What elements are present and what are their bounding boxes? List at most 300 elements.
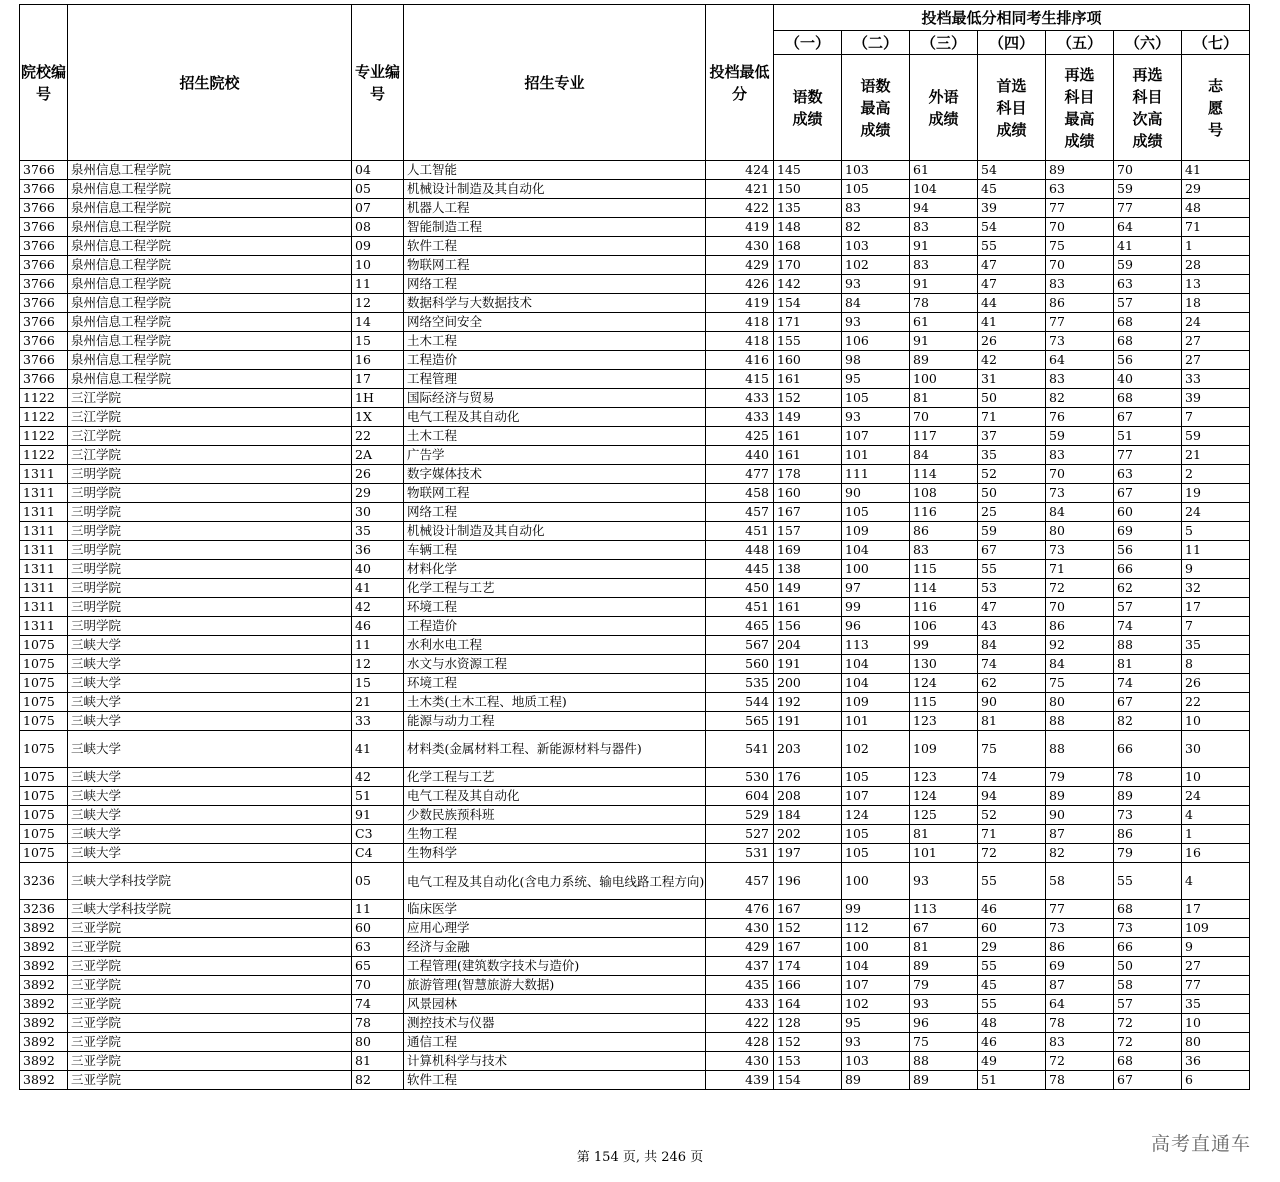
cell-min-score: 477 (706, 465, 774, 484)
cell-school-name: 三峡大学 (68, 825, 352, 844)
cell-min-score: 541 (706, 731, 774, 768)
table-row (20, 598, 1250, 617)
cell-major-code: 60 (352, 919, 404, 938)
cell-rank-2: 83 (842, 199, 910, 218)
cell-major-code: 1H (352, 389, 404, 408)
cell-min-score: 424 (706, 161, 774, 180)
cell-major-name: 机械设计制造及其自动化 (404, 522, 706, 541)
cell-rank-5: 89 (1046, 161, 1114, 180)
table-row (20, 900, 1250, 919)
table-row (20, 938, 1250, 957)
cell-rank-2: 99 (842, 598, 910, 617)
cell-rank-6: 77 (1114, 446, 1182, 465)
cell-major-code: 29 (352, 484, 404, 503)
cell-rank-4: 72 (978, 844, 1046, 863)
cell-rank-7: 35 (1182, 995, 1250, 1014)
cell-school-code: 3892 (20, 957, 68, 976)
cell-rank-3: 81 (910, 825, 978, 844)
cell-rank-5: 71 (1046, 560, 1114, 579)
cell-rank-3: 67 (910, 919, 978, 938)
cell-major-code: 74 (352, 995, 404, 1014)
cell-rank-6: 59 (1114, 180, 1182, 199)
cell-rank-3: 89 (910, 1071, 978, 1090)
cell-rank-4: 84 (978, 636, 1046, 655)
cell-rank-2: 93 (842, 275, 910, 294)
cell-min-score: 560 (706, 655, 774, 674)
header-sub-label: 语数最高成绩 (842, 55, 910, 161)
cell-school-name: 三峡大学 (68, 655, 352, 674)
cell-school-code: 1075 (20, 844, 68, 863)
cell-major-code: 16 (352, 351, 404, 370)
cell-school-code: 1122 (20, 446, 68, 465)
cell-rank-3: 117 (910, 427, 978, 446)
cell-rank-2: 102 (842, 256, 910, 275)
cell-rank-3: 124 (910, 674, 978, 693)
cell-rank-3: 115 (910, 560, 978, 579)
cell-rank-4: 55 (978, 237, 1046, 256)
header-sub-num: （二） (842, 31, 910, 55)
header-school: 招生院校 (68, 5, 352, 161)
cell-rank-6: 68 (1114, 313, 1182, 332)
header-major: 招生专业 (404, 5, 706, 161)
cell-rank-1: 204 (774, 636, 842, 655)
cell-school-name: 泉州信息工程学院 (68, 294, 352, 313)
table-row (20, 389, 1250, 408)
cell-min-score: 418 (706, 332, 774, 351)
header-sub-label: 再选科目次高成绩 (1114, 55, 1182, 161)
cell-major-code: 11 (352, 275, 404, 294)
cell-rank-7: 6 (1182, 1071, 1250, 1090)
cell-school-code: 3892 (20, 976, 68, 995)
cell-rank-7: 9 (1182, 938, 1250, 957)
cell-rank-1: 149 (774, 579, 842, 598)
cell-rank-2: 105 (842, 180, 910, 199)
cell-rank-6: 63 (1114, 275, 1182, 294)
cell-min-score: 531 (706, 844, 774, 863)
cell-rank-7: 16 (1182, 844, 1250, 863)
cell-rank-5: 73 (1046, 484, 1114, 503)
cell-major-name: 电气工程及其自动化 (404, 408, 706, 427)
cell-major-name: 国际经济与贸易 (404, 389, 706, 408)
cell-major-name: 物联网工程 (404, 484, 706, 503)
cell-rank-4: 43 (978, 617, 1046, 636)
cell-rank-2: 102 (842, 995, 910, 1014)
cell-school-code: 1075 (20, 712, 68, 731)
cell-min-score: 448 (706, 541, 774, 560)
table-row (20, 768, 1250, 787)
cell-major-name: 工程造价 (404, 351, 706, 370)
cell-major-code: 10 (352, 256, 404, 275)
cell-min-score: 429 (706, 938, 774, 957)
cell-rank-2: 107 (842, 427, 910, 446)
cell-min-score: 433 (706, 408, 774, 427)
cell-rank-2: 105 (842, 768, 910, 787)
header-code: 院校编号 (20, 5, 68, 161)
cell-major-code: 12 (352, 655, 404, 674)
cell-school-code: 1075 (20, 636, 68, 655)
cell-rank-6: 57 (1114, 294, 1182, 313)
cell-major-code: 1X (352, 408, 404, 427)
cell-rank-3: 114 (910, 579, 978, 598)
cell-rank-5: 92 (1046, 636, 1114, 655)
cell-rank-6: 74 (1114, 617, 1182, 636)
cell-school-code: 1311 (20, 484, 68, 503)
cell-rank-4: 31 (978, 370, 1046, 389)
cell-rank-1: 145 (774, 161, 842, 180)
cell-rank-7: 9 (1182, 560, 1250, 579)
cell-rank-4: 94 (978, 787, 1046, 806)
cell-school-name: 泉州信息工程学院 (68, 313, 352, 332)
table-row (20, 256, 1250, 275)
table-row (20, 1033, 1250, 1052)
cell-rank-7: 17 (1182, 598, 1250, 617)
cell-min-score: 465 (706, 617, 774, 636)
cell-rank-3: 99 (910, 636, 978, 655)
cell-major-code: 15 (352, 332, 404, 351)
cell-rank-7: 22 (1182, 693, 1250, 712)
cell-min-score: 527 (706, 825, 774, 844)
cell-rank-2: 90 (842, 484, 910, 503)
cell-rank-6: 67 (1114, 484, 1182, 503)
cell-rank-6: 66 (1114, 731, 1182, 768)
cell-min-score: 430 (706, 1052, 774, 1071)
brand-watermark: 高考直通车 (1150, 1133, 1251, 1155)
cell-rank-4: 39 (978, 199, 1046, 218)
cell-rank-1: 208 (774, 787, 842, 806)
cell-rank-4: 42 (978, 351, 1046, 370)
cell-rank-4: 75 (978, 731, 1046, 768)
cell-min-score: 476 (706, 900, 774, 919)
cell-rank-1: 161 (774, 370, 842, 389)
table-row (20, 731, 1250, 768)
cell-rank-2: 103 (842, 161, 910, 180)
cell-school-code: 3766 (20, 199, 68, 218)
cell-rank-6: 73 (1114, 919, 1182, 938)
cell-rank-4: 46 (978, 900, 1046, 919)
cell-major-name: 土木工程 (404, 332, 706, 351)
cell-major-name: 经济与金融 (404, 938, 706, 957)
cell-major-name: 材料类(金属材料工程、新能源材料与器件) (404, 731, 706, 768)
cell-rank-4: 71 (978, 825, 1046, 844)
cell-school-name: 三峡大学 (68, 674, 352, 693)
cell-rank-3: 89 (910, 957, 978, 976)
cell-rank-4: 51 (978, 1071, 1046, 1090)
table-row (20, 844, 1250, 863)
cell-rank-4: 47 (978, 598, 1046, 617)
table-row (20, 787, 1250, 806)
cell-rank-3: 100 (910, 370, 978, 389)
cell-rank-3: 93 (910, 863, 978, 900)
cell-school-name: 三明学院 (68, 503, 352, 522)
cell-rank-2: 104 (842, 541, 910, 560)
cell-rank-1: 152 (774, 919, 842, 938)
cell-school-name: 泉州信息工程学院 (68, 237, 352, 256)
cell-rank-4: 48 (978, 1014, 1046, 1033)
cell-major-code: 91 (352, 806, 404, 825)
cell-rank-4: 67 (978, 541, 1046, 560)
cell-school-code: 1122 (20, 427, 68, 446)
cell-rank-5: 73 (1046, 332, 1114, 351)
cell-rank-1: 169 (774, 541, 842, 560)
cell-rank-5: 58 (1046, 863, 1114, 900)
cell-school-code: 1311 (20, 465, 68, 484)
cell-rank-6: 73 (1114, 806, 1182, 825)
cell-major-name: 少数民族预科班 (404, 806, 706, 825)
cell-major-code: 51 (352, 787, 404, 806)
cell-major-code: 22 (352, 427, 404, 446)
cell-major-name: 车辆工程 (404, 541, 706, 560)
cell-rank-1: 155 (774, 332, 842, 351)
cell-rank-3: 113 (910, 900, 978, 919)
cell-major-name: 风景园林 (404, 995, 706, 1014)
cell-rank-3: 88 (910, 1052, 978, 1071)
cell-rank-7: 77 (1182, 976, 1250, 995)
table-row (20, 655, 1250, 674)
cell-school-name: 泉州信息工程学院 (68, 161, 352, 180)
cell-rank-1: 135 (774, 199, 842, 218)
header-sub-num: （四） (978, 31, 1046, 55)
cell-rank-7: 17 (1182, 900, 1250, 919)
cell-rank-3: 61 (910, 313, 978, 332)
cell-rank-4: 74 (978, 655, 1046, 674)
cell-rank-1: 166 (774, 976, 842, 995)
cell-school-code: 1311 (20, 560, 68, 579)
table-row (20, 161, 1250, 180)
cell-rank-4: 25 (978, 503, 1046, 522)
cell-major-name: 生物科学 (404, 844, 706, 863)
cell-rank-5: 86 (1046, 938, 1114, 957)
cell-rank-5: 70 (1046, 218, 1114, 237)
cell-school-name: 三明学院 (68, 560, 352, 579)
cell-major-code: 14 (352, 313, 404, 332)
cell-rank-3: 123 (910, 768, 978, 787)
cell-rank-1: 167 (774, 938, 842, 957)
cell-major-name: 电气工程及其自动化(含电力系统、输电线路工程方向) (404, 863, 706, 900)
cell-rank-6: 78 (1114, 768, 1182, 787)
cell-major-code: 81 (352, 1052, 404, 1071)
cell-rank-1: 203 (774, 731, 842, 768)
cell-rank-5: 90 (1046, 806, 1114, 825)
cell-min-score: 430 (706, 919, 774, 938)
cell-min-score: 437 (706, 957, 774, 976)
cell-major-name: 土木类(土木工程、地质工程) (404, 693, 706, 712)
cell-rank-4: 52 (978, 806, 1046, 825)
cell-rank-6: 79 (1114, 844, 1182, 863)
cell-rank-4: 35 (978, 446, 1046, 465)
cell-rank-7: 7 (1182, 408, 1250, 427)
cell-school-name: 三明学院 (68, 579, 352, 598)
cell-school-code: 1075 (20, 768, 68, 787)
cell-major-code: 78 (352, 1014, 404, 1033)
table-row (20, 484, 1250, 503)
cell-rank-3: 115 (910, 693, 978, 712)
cell-rank-1: 196 (774, 863, 842, 900)
cell-rank-2: 104 (842, 655, 910, 674)
cell-rank-4: 47 (978, 256, 1046, 275)
cell-rank-2: 100 (842, 938, 910, 957)
cell-rank-7: 11 (1182, 541, 1250, 560)
cell-major-code: 63 (352, 938, 404, 957)
cell-school-code: 3766 (20, 370, 68, 389)
table-row (20, 1071, 1250, 1090)
cell-rank-5: 83 (1046, 1033, 1114, 1052)
cell-rank-6: 72 (1114, 1014, 1182, 1033)
cell-rank-7: 5 (1182, 522, 1250, 541)
cell-rank-5: 69 (1046, 957, 1114, 976)
cell-rank-1: 178 (774, 465, 842, 484)
cell-rank-6: 63 (1114, 465, 1182, 484)
cell-school-code: 3892 (20, 938, 68, 957)
cell-rank-1: 191 (774, 655, 842, 674)
cell-min-score: 544 (706, 693, 774, 712)
cell-school-name: 三明学院 (68, 598, 352, 617)
cell-rank-2: 82 (842, 218, 910, 237)
table-row (20, 957, 1250, 976)
cell-school-name: 三江学院 (68, 389, 352, 408)
cell-rank-1: 176 (774, 768, 842, 787)
table-row (20, 180, 1250, 199)
cell-rank-1: 149 (774, 408, 842, 427)
table-row (20, 294, 1250, 313)
table-row (20, 636, 1250, 655)
cell-rank-7: 109 (1182, 919, 1250, 938)
cell-rank-2: 109 (842, 522, 910, 541)
cell-rank-1: 150 (774, 180, 842, 199)
cell-major-name: 生物工程 (404, 825, 706, 844)
cell-school-code: 1075 (20, 693, 68, 712)
cell-rank-3: 125 (910, 806, 978, 825)
cell-major-name: 能源与动力工程 (404, 712, 706, 731)
cell-rank-2: 101 (842, 712, 910, 731)
header-sub-num: （五） (1046, 31, 1114, 55)
cell-rank-7: 18 (1182, 294, 1250, 313)
cell-rank-7: 1 (1182, 825, 1250, 844)
cell-rank-1: 153 (774, 1052, 842, 1071)
cell-major-code: 80 (352, 1033, 404, 1052)
cell-school-name: 泉州信息工程学院 (68, 332, 352, 351)
cell-school-name: 泉州信息工程学院 (68, 199, 352, 218)
cell-min-score: 421 (706, 180, 774, 199)
cell-major-name: 数据科学与大数据技术 (404, 294, 706, 313)
cell-rank-2: 95 (842, 370, 910, 389)
cell-rank-6: 56 (1114, 541, 1182, 560)
cell-major-name: 计算机科学与技术 (404, 1052, 706, 1071)
header-sub-label: 语数成绩 (774, 55, 842, 161)
cell-major-name: 软件工程 (404, 1071, 706, 1090)
cell-major-name: 环境工程 (404, 598, 706, 617)
cell-major-code: 36 (352, 541, 404, 560)
cell-rank-4: 53 (978, 579, 1046, 598)
cell-major-code: 05 (352, 863, 404, 900)
cell-rank-5: 76 (1046, 408, 1114, 427)
cell-rank-1: 138 (774, 560, 842, 579)
table-row (20, 446, 1250, 465)
cell-major-code: 11 (352, 900, 404, 919)
cell-rank-6: 57 (1114, 598, 1182, 617)
cell-rank-7: 36 (1182, 1052, 1250, 1071)
cell-school-code: 3892 (20, 1052, 68, 1071)
cell-rank-4: 46 (978, 1033, 1046, 1052)
cell-min-score: 416 (706, 351, 774, 370)
cell-min-score: 445 (706, 560, 774, 579)
cell-rank-4: 62 (978, 674, 1046, 693)
cell-rank-4: 60 (978, 919, 1046, 938)
cell-school-code: 1122 (20, 389, 68, 408)
cell-rank-6: 55 (1114, 863, 1182, 900)
cell-rank-2: 105 (842, 844, 910, 863)
cell-major-code: 42 (352, 598, 404, 617)
header-sub-num: （七） (1182, 31, 1250, 55)
cell-rank-5: 89 (1046, 787, 1114, 806)
cell-rank-5: 79 (1046, 768, 1114, 787)
table-row (20, 579, 1250, 598)
table-row (20, 995, 1250, 1014)
cell-rank-3: 83 (910, 256, 978, 275)
cell-school-code: 1311 (20, 541, 68, 560)
cell-major-name: 工程管理(建筑数字技术与造价) (404, 957, 706, 976)
cell-rank-6: 88 (1114, 636, 1182, 655)
cell-school-name: 泉州信息工程学院 (68, 370, 352, 389)
cell-min-score: 426 (706, 275, 774, 294)
table-row (20, 825, 1250, 844)
cell-school-name: 三明学院 (68, 465, 352, 484)
cell-rank-3: 124 (910, 787, 978, 806)
cell-major-code: 04 (352, 161, 404, 180)
cell-school-code: 1075 (20, 655, 68, 674)
cell-rank-1: 168 (774, 237, 842, 256)
cell-rank-6: 68 (1114, 389, 1182, 408)
cell-rank-5: 64 (1046, 351, 1114, 370)
cell-rank-3: 104 (910, 180, 978, 199)
cell-major-name: 工程管理 (404, 370, 706, 389)
cell-major-name: 网络工程 (404, 503, 706, 522)
cell-major-code: 70 (352, 976, 404, 995)
cell-rank-1: 154 (774, 294, 842, 313)
cell-school-name: 泉州信息工程学院 (68, 256, 352, 275)
cell-major-code: 42 (352, 768, 404, 787)
cell-min-score: 458 (706, 484, 774, 503)
cell-rank-7: 8 (1182, 655, 1250, 674)
cell-rank-7: 29 (1182, 180, 1250, 199)
cell-major-code: C4 (352, 844, 404, 863)
cell-rank-1: 148 (774, 218, 842, 237)
cell-school-code: 3766 (20, 313, 68, 332)
cell-major-code: 41 (352, 579, 404, 598)
cell-rank-6: 86 (1114, 825, 1182, 844)
cell-school-name: 三峡大学 (68, 636, 352, 655)
cell-rank-2: 93 (842, 313, 910, 332)
cell-rank-4: 26 (978, 332, 1046, 351)
cell-rank-7: 4 (1182, 863, 1250, 900)
cell-school-name: 三峡大学 (68, 806, 352, 825)
cell-rank-5: 78 (1046, 1071, 1114, 1090)
cell-rank-2: 104 (842, 957, 910, 976)
cell-rank-7: 48 (1182, 199, 1250, 218)
cell-rank-4: 55 (978, 560, 1046, 579)
cell-rank-6: 40 (1114, 370, 1182, 389)
cell-rank-5: 84 (1046, 655, 1114, 674)
cell-school-code: 3892 (20, 919, 68, 938)
cell-min-score: 450 (706, 579, 774, 598)
cell-rank-7: 27 (1182, 351, 1250, 370)
cell-school-code: 3766 (20, 275, 68, 294)
cell-school-code: 3236 (20, 863, 68, 900)
cell-rank-6: 50 (1114, 957, 1182, 976)
cell-school-name: 三峡大学科技学院 (68, 900, 352, 919)
cell-rank-1: 154 (774, 1071, 842, 1090)
cell-major-name: 智能制造工程 (404, 218, 706, 237)
cell-major-name: 网络空间安全 (404, 313, 706, 332)
